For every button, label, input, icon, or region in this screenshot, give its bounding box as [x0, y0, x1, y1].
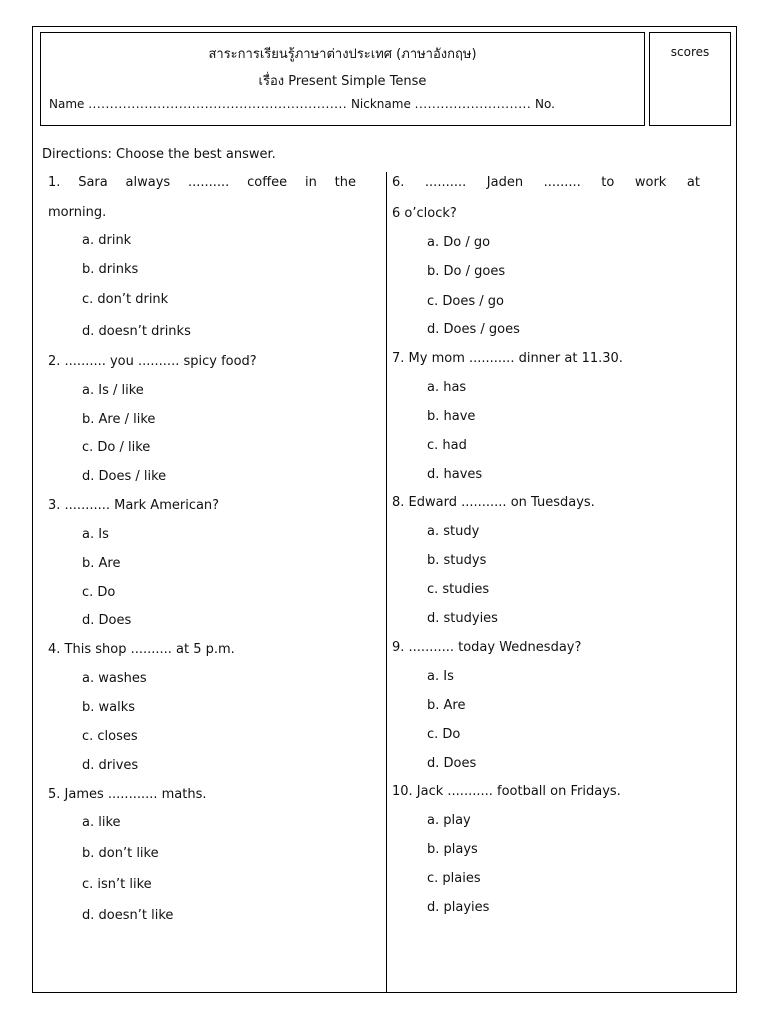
q3-option-c[interactable]: c. Do [82, 585, 116, 600]
header-title: สาระการเรียนรู้ภาษาต่างประเทศ (ภาษาอังกฤษ) [208, 47, 477, 62]
question-3: 3. ........... Mark American? [48, 498, 220, 513]
q2-option-d[interactable]: d. Does / like [82, 469, 167, 484]
q8-option-c[interactable]: c. studies [427, 582, 490, 597]
question-10: 10. Jack ........... football on Fridays. [392, 784, 621, 799]
q10-option-c[interactable]: c. plaies [427, 871, 481, 886]
q8-option-d[interactable]: d. studyies [427, 611, 498, 626]
q1-option-b[interactable]: b. drinks [82, 262, 139, 277]
q1-word: the [334, 175, 356, 190]
q6-word: ......... [543, 175, 581, 190]
q6-word: .......... [424, 175, 467, 190]
q7-option-d[interactable]: d. haves [427, 467, 483, 482]
score-box [649, 32, 731, 126]
question-7: 7. My mom ........... dinner at 11.30. [392, 351, 623, 366]
q3-option-b[interactable]: b. Are [82, 556, 121, 571]
header-box [40, 32, 645, 126]
question-4: 4. This shop .......... at 5 p.m. [48, 642, 235, 657]
q6-option-b[interactable]: b. Do / goes [427, 264, 506, 279]
name-blank[interactable]: ............................................................ [88, 97, 348, 111]
question-1-line-1 [48, 175, 356, 190]
q6-option-d[interactable]: d. Does / goes [427, 322, 520, 337]
q2-option-a[interactable]: a. Is / like [82, 383, 144, 398]
q1-word: .......... [187, 175, 230, 190]
header-subtitle: เรื่อง Present Simple Tense [258, 74, 427, 89]
q1-option-d[interactable]: d. doesn’t drinks [82, 324, 191, 339]
q5-option-c[interactable]: c. isn’t like [82, 877, 152, 892]
q4-option-d[interactable]: d. drives [82, 758, 139, 773]
q6-word: work [634, 175, 667, 190]
q1-word: 1. [48, 175, 61, 190]
scores-label: scores [670, 45, 710, 59]
question-8: 8. Edward ........... on Tuesdays. [392, 495, 595, 510]
q1-word: in [304, 175, 317, 190]
q5-option-b[interactable]: b. don’t like [82, 846, 159, 861]
q3-option-a[interactable]: a. Is [82, 527, 109, 542]
q6-word: Jaden [486, 175, 524, 190]
question-1-line-2: morning. [48, 205, 107, 220]
question-9: 9. ........... today Wednesday? [392, 640, 582, 655]
q5-option-a[interactable]: a. like [82, 815, 121, 830]
question-5: 5. James ............ maths. [48, 787, 207, 802]
name-label: Name [49, 97, 85, 111]
question-6-line-1 [392, 175, 700, 190]
question-2: 2. .......... you .......... spicy food? [48, 354, 257, 369]
q1-word: coffee [247, 175, 288, 190]
q6-word: to [601, 175, 615, 190]
nickname-blank[interactable]: ........................... [414, 97, 532, 111]
q7-option-c[interactable]: c. had [427, 438, 467, 453]
column-divider [386, 172, 387, 992]
q10-option-b[interactable]: b. plays [427, 842, 478, 857]
q3-option-d[interactable]: d. Does [82, 613, 132, 628]
directions: Directions: Choose the best answer. [42, 147, 276, 162]
question-6-line-2: 6 o’clock? [392, 206, 457, 221]
q9-option-b[interactable]: b. Are [427, 698, 466, 713]
q6-word: at [686, 175, 700, 190]
q9-option-c[interactable]: c. Do [427, 727, 461, 742]
q7-option-b[interactable]: b. have [427, 409, 476, 424]
q10-option-d[interactable]: d. playies [427, 900, 490, 915]
header-student-info [49, 97, 636, 111]
q4-option-b[interactable]: b. walks [82, 700, 136, 715]
q1-option-c[interactable]: c. don’t drink [82, 292, 169, 307]
q10-option-a[interactable]: a. play [427, 813, 471, 828]
q1-option-a[interactable]: a. drink [82, 233, 132, 248]
q9-option-d[interactable]: d. Does [427, 756, 477, 771]
q7-option-a[interactable]: a. has [427, 380, 467, 395]
q1-word: always [125, 175, 171, 190]
q2-option-b[interactable]: b. Are / like [82, 412, 156, 427]
q9-option-a[interactable]: a. Is [427, 669, 454, 684]
q2-option-c[interactable]: c. Do / like [82, 440, 151, 455]
q8-option-a[interactable]: a. study [427, 524, 480, 539]
q1-word: Sara [78, 175, 108, 190]
q6-option-c[interactable]: c. Does / go [427, 294, 504, 309]
number-label: No. [534, 97, 555, 111]
q4-option-c[interactable]: c. closes [82, 729, 138, 744]
q6-option-a[interactable]: a. Do / go [427, 235, 491, 250]
q8-option-b[interactable]: b. studys [427, 553, 487, 568]
q5-option-d[interactable]: d. doesn’t like [82, 908, 174, 923]
q4-option-a[interactable]: a. washes [82, 671, 147, 686]
nickname-label: Nickname [350, 97, 411, 111]
q6-word: 6. [392, 175, 405, 190]
